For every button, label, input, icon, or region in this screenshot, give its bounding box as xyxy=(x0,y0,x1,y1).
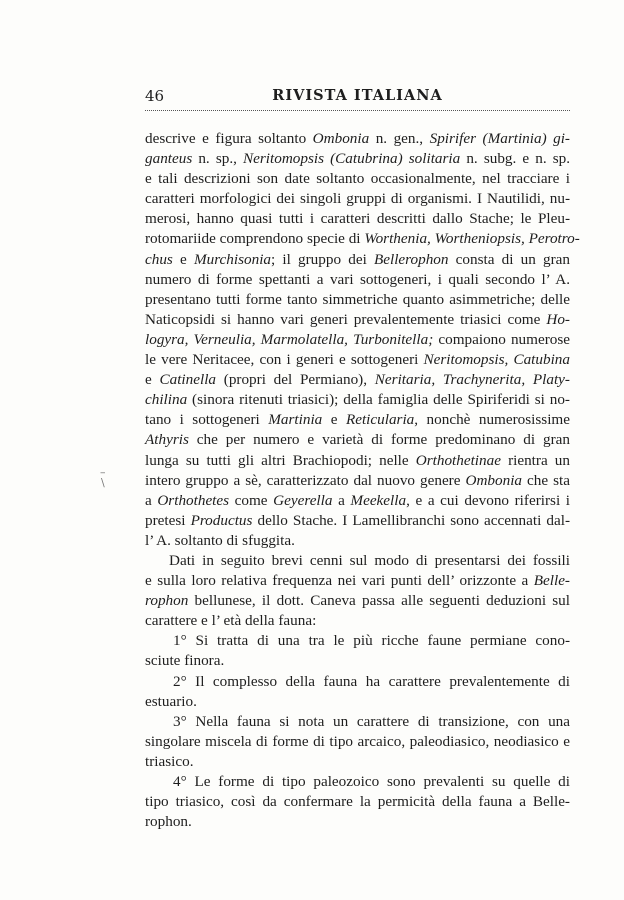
text-run: che sta xyxy=(522,471,570,489)
italic-text: Ombonia xyxy=(465,471,523,489)
text-run: tipo triasico, così da confermare la permicità della fauna a Belle- xyxy=(145,793,570,811)
text-line xyxy=(145,270,570,290)
italic-text: Bellerophon xyxy=(373,250,449,268)
italic-text: chus xyxy=(145,250,173,268)
text-line xyxy=(145,511,570,531)
text-run: rotomariide comprendono specie di xyxy=(145,230,365,248)
body-text xyxy=(145,129,580,832)
text-run: rientra un xyxy=(500,451,570,469)
italic-text: Spirifer (Martinia) gi- xyxy=(429,130,570,147)
text-run: caratteri morfologici dei singoli gruppi di organismi. I Nautilidi, nu- xyxy=(145,190,570,208)
text-line xyxy=(145,250,570,270)
text-line xyxy=(145,129,570,149)
page-number: 46 xyxy=(145,87,165,105)
margin-tick-mark: \ xyxy=(101,476,105,489)
italic-text: logyra, Verneulia, Marmolatella, Turbonitella; xyxy=(145,330,434,348)
text-run: triasico. xyxy=(145,752,194,770)
text-line xyxy=(145,551,570,571)
italic-text: Productus xyxy=(190,511,253,529)
text-line xyxy=(145,571,570,591)
text-run: 4° Le forme di tipo paleozoico sono prevalenti su quelle di xyxy=(173,773,570,790)
text-line xyxy=(145,149,570,169)
text-run: presentano tutti forme tanto simmetriche quanto asimmetriche; delle xyxy=(145,290,570,308)
text-line xyxy=(145,672,570,692)
italic-text: Martinia xyxy=(268,411,323,429)
italic-text: Neritomopsis (Catubrina) solitaria xyxy=(243,150,461,168)
text-run: consta di un gran xyxy=(448,250,570,268)
text-run: che per numero e varietà di forme predominano di gran xyxy=(188,431,570,449)
text-run: numero di forme spettanti a vari sottogeneri, i quali secondo l’ A. xyxy=(145,270,570,288)
text-run: tano i sottogeneri xyxy=(145,411,269,429)
text-run: e xyxy=(172,250,194,268)
text-run: e sulla loro relativa frequenza nei vari punti dell’ orizzonte a xyxy=(145,572,534,590)
text-line xyxy=(145,712,570,732)
text-line xyxy=(145,732,570,752)
text-line xyxy=(145,812,570,832)
italic-text: Worthenia, Wortheniopsis, Perotro- xyxy=(364,230,580,248)
text-run: rophon. xyxy=(145,813,192,831)
text-run: carattere e l’ età della fauna: xyxy=(145,612,317,630)
text-run: , e a cui devono riferirsi i xyxy=(406,491,570,509)
italic-text: Orthothetinae xyxy=(415,451,501,469)
text-run: e xyxy=(322,411,346,429)
text-line xyxy=(145,350,570,370)
text-line xyxy=(145,430,570,450)
text-run: (sinora ritenuti triasici); della famiglia delle Spiriferidi si no- xyxy=(187,391,570,409)
text-line xyxy=(145,651,570,671)
text-run: , nonchè numerosissime xyxy=(414,411,570,429)
text-run: singolare miscela di forme di tipo arcaico, paleodiasico, neodiasico e xyxy=(145,732,570,750)
text-run: 1° Si tratta di una tra le più ricche faune permiane cono- xyxy=(173,632,570,650)
italic-text: Geyerella xyxy=(273,491,333,509)
text-run: Dati in seguito brevi cenni sul modo di presentarsi dei fossili xyxy=(169,551,570,569)
text-line xyxy=(145,451,570,471)
text-run: intero gruppo a sè, caratterizzato dal nuovo genere xyxy=(145,471,466,489)
text-run: dello Stache. I Lamellibranchi sono accennati dal- xyxy=(252,511,570,529)
text-line xyxy=(145,471,570,491)
italic-text: Athyris xyxy=(145,431,189,449)
text-run: e xyxy=(145,371,160,389)
text-line xyxy=(145,772,570,792)
text-line xyxy=(145,611,570,631)
text-line xyxy=(145,692,570,712)
italic-text: Ombonia xyxy=(312,130,370,147)
italic-text: rophon xyxy=(145,592,189,610)
text-run: Naticopsidi si hanno vari generi prevalentemente triasici come xyxy=(145,310,547,328)
text-run: lunga su tutti gli altri Brachiopodi; nelle xyxy=(145,451,416,469)
italic-text: Neritaria, Trachynerita, Platy- xyxy=(374,371,570,389)
text-line xyxy=(145,169,570,189)
text-line xyxy=(145,310,570,330)
italic-text: Murchisonia xyxy=(193,250,272,268)
text-line xyxy=(145,631,570,651)
italic-text: Reticularia xyxy=(345,411,415,429)
text-run: sciute finora. xyxy=(145,652,225,670)
text-line xyxy=(145,410,570,430)
text-run: 3° Nella fauna si nota un carattere di transizione, con una xyxy=(173,712,570,730)
italic-text: Meekella xyxy=(350,491,407,509)
text-line xyxy=(145,390,570,410)
text-run: n. sp., xyxy=(192,150,244,168)
text-run: a xyxy=(332,491,351,509)
text-run: come xyxy=(229,491,274,509)
text-line xyxy=(145,189,570,209)
text-run: bellunese, il dott. Caneva passa alle seguenti deduzioni sul xyxy=(188,592,570,610)
italic-text: Neritomopsis, Catubina xyxy=(423,351,570,369)
text-run: n. subg. e n. sp. xyxy=(460,150,570,168)
text-line xyxy=(145,370,570,390)
text-run: pretesi xyxy=(145,511,191,529)
italic-text: Ho- xyxy=(546,310,570,328)
page-header xyxy=(145,87,570,109)
text-run: ; il gruppo dei xyxy=(271,250,374,268)
text-run: 2° Il complesso della fauna ha carattere prevalentemente di xyxy=(173,672,570,690)
text-line xyxy=(145,229,580,249)
italic-text: ganteus xyxy=(145,150,193,168)
text-line xyxy=(145,591,570,611)
text-line xyxy=(145,491,570,511)
italic-text: Orthothetes xyxy=(157,491,230,509)
text-run: n. gen., xyxy=(369,130,430,147)
running-title: RIVISTA ITALIANA xyxy=(272,87,443,104)
margin-tick-mark: – xyxy=(100,466,106,479)
text-run: (propri del Permiano), xyxy=(216,371,375,389)
text-line xyxy=(145,792,570,812)
text-run: compaiono numerose xyxy=(433,330,571,348)
text-run: e tali descrizioni son date soltanto occasionalmente, nel tracciare i xyxy=(145,170,570,188)
text-run: a xyxy=(145,491,158,509)
italic-text: chilina xyxy=(145,391,188,409)
text-run: descrive e figura soltanto xyxy=(145,130,313,147)
text-line xyxy=(145,752,570,772)
text-line xyxy=(145,209,570,229)
text-run: le vere Neritacee, con i generi e sottogeneri xyxy=(145,351,424,369)
text-line xyxy=(145,330,570,350)
italic-text: Belle- xyxy=(533,572,570,590)
text-line xyxy=(145,290,570,310)
italic-text: Catinella xyxy=(159,371,217,389)
text-run: l’ A. soltanto di sfuggita. xyxy=(145,531,295,549)
text-run: estuario. xyxy=(145,692,197,710)
text-line xyxy=(145,531,570,551)
header-rule xyxy=(145,110,570,111)
text-run: merosi, hanno quasi tutti i caratteri descritti dallo Stache; le Pleu- xyxy=(145,210,570,228)
